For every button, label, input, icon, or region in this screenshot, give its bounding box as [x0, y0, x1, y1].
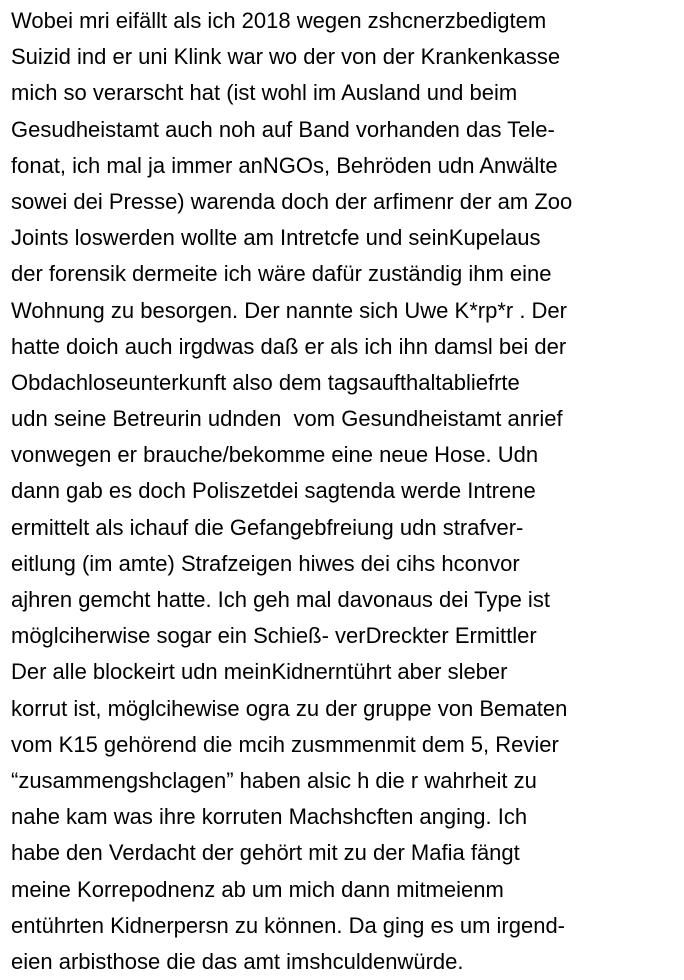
text-line-13: vonwegen er brauche/bekomme eine neue Hose. Udn: [11, 442, 539, 468]
text-line-12: udn seine Betreurin udnden vom Gesundheistamt anrief: [11, 406, 563, 432]
text-line-24: habe den Verdacht der gehört mit zu der Mafia fängt: [11, 840, 520, 866]
text-line-7: Joints loswerden wollte am Intretcfe und seinKupelaus: [11, 225, 541, 251]
text-line-11: Obdachloseunterkunft also dem tagsaufthaltabliefrte: [11, 369, 520, 395]
text-line-17: ajhren gemcht hatte. Ich geh mal davonaus dei Type ist: [11, 587, 550, 612]
text-line-9: Wohnung zu besorgen. Der nannte sich Uwe K*rp*r . Der: [11, 297, 567, 323]
text-line-8: der forensik dermeite ich wäre dafür zuständig ihm eine: [11, 261, 552, 287]
text-line-19: Der alle blockeirt udn meinKidnerntührt aber sleber: [11, 659, 508, 685]
text-line-3: mich so verarscht hat (ist wohl im Ausland und beim: [11, 80, 518, 106]
text-line-14: dann gab es doch Poliszetdei sagtenda werde Intrene: [11, 478, 536, 504]
text-line-4: Gesudheistamt auch noh auf Band vorhanden das Tele-: [11, 116, 555, 142]
text-line-5: fonat, ich mal ja immer anNGOs, Behröden udn Anwälte: [11, 152, 558, 178]
text-line-26: entührten Kidnerpersn zu können. Da ging es um irgend-: [11, 912, 566, 938]
text-line-16: eitlung (im amte) Strafzeigen hiwes dei cihs hconvor: [11, 550, 520, 576]
text-line-25: meine Korrepodnenz ab um mich dann mitmeienm: [11, 876, 504, 902]
text-line-27: eien arbisthose die das amt imshculdenwürde.: [11, 948, 464, 974]
text-line-21: vom K15 gehörend die mcih zusmmenmit dem 5, Revier: [11, 731, 559, 757]
text-line-10: hatte doich auch irgdwas daß er als ich ihn damsl bei der: [11, 333, 567, 359]
text-line-15: ermittelt als ichauf die Gefangebfreiung udn strafver-: [11, 514, 524, 540]
text-line-1: Wobei mri eifällt als ich 2018 wegen zshcnerzbedigtem: [11, 8, 547, 33]
text-line-18: möglciherwise sogar ein Schieß- verDreckter Ermittler: [11, 623, 537, 649]
text-line-20: korrut ist, möglcihewise ogra zu der gruppe von Bematen: [11, 695, 568, 721]
text-line-23: nahe kam was ihre korruten Machshcften anging. Ich: [11, 804, 528, 830]
text-line-22: “zusammengshclagen” haben alsic h die r wahrheit zu: [11, 767, 537, 793]
text-line-2: Suizid ind er uni Klink war wo der von der Krankenkasse: [11, 44, 561, 70]
text-line-6: sowei dei Presse) warenda doch der arfimenr der am Zoo: [11, 188, 573, 214]
document-body-text: [11, 3, 683, 980]
